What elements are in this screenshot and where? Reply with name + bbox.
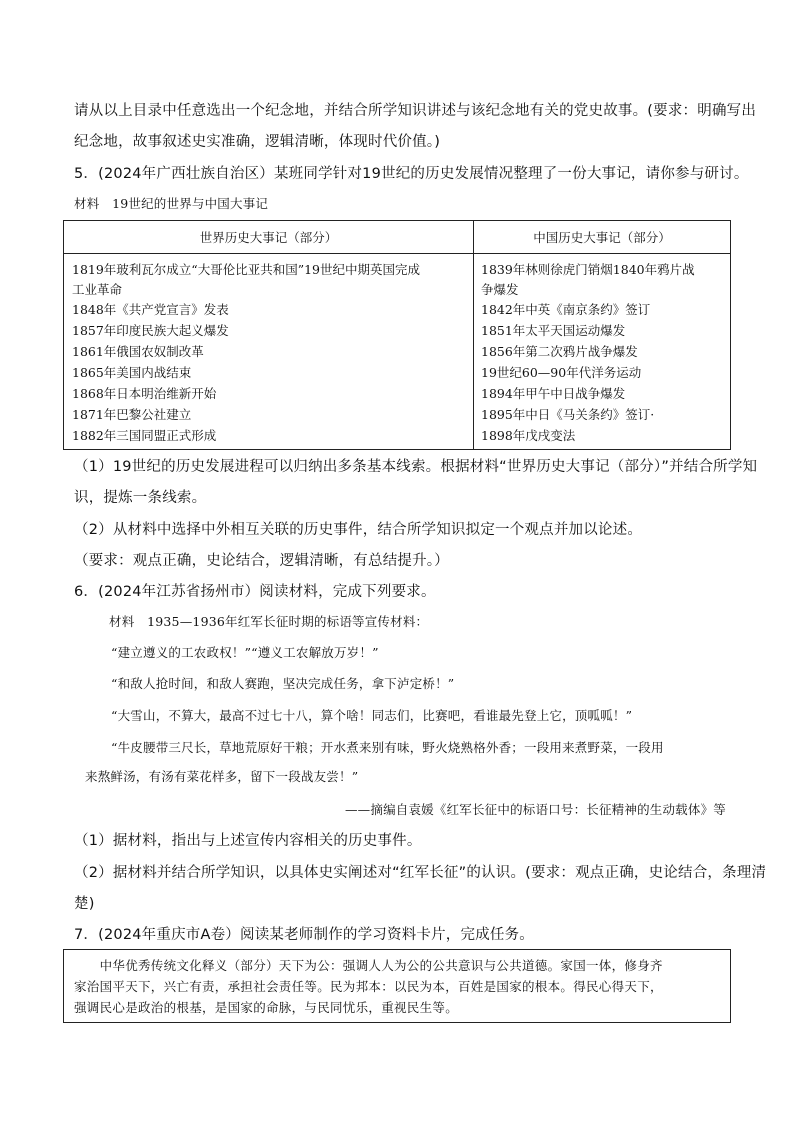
- china-event-line: 争爆发: [481, 282, 519, 297]
- q6-source: ——摘编自袁媛《红军长征中的标语口号：长征精神的生动载体》等: [344, 802, 726, 817]
- q6-subquestion-1: （1）据材料，指出与上述宣传内容相关的历史事件。: [74, 833, 422, 849]
- q6-slogan-4-line-2: 来熬鲜汤，有汤有菜花样多，留下一段战友尝！”: [85, 769, 359, 784]
- q6-title: 6．(2024年江苏省扬州市）阅读材料，完成下列要求。: [74, 584, 436, 600]
- china-event-line: 1839年林则徐虎门销烟1840年鸦片战: [481, 262, 695, 277]
- q6-material-label: 材料 1935—1936年红军长征时期的标语等宣传材料：: [109, 614, 429, 629]
- q5-requirement: （要求：观点正确，史论结合，逻辑清晰，有总结提升。）: [74, 553, 449, 569]
- table-header-rule: [64, 253, 730, 254]
- world-events-header: 世界历史大事记（部分）: [199, 230, 338, 245]
- table-column-divider: [473, 221, 474, 449]
- china-event-line: 1895年中日《马关条约》签订·: [481, 407, 655, 422]
- world-event-line: 1865年美国内战结束: [72, 365, 192, 380]
- q6-slogan-1: “建立遵义的工农政权！”“遵义工农解放万岁！”: [111, 645, 379, 660]
- world-event-line: 1819年玻利瓦尔成立“大哥伦比亚共和国”19世纪中期英国完成: [72, 262, 420, 277]
- china-event-line: 1842年中英《南京条约》签订: [481, 302, 651, 317]
- china-event-line: 19世纪60—90年代洋务运动: [481, 365, 642, 380]
- q5-subquestion-2: （2）从材料中选择中外相互关联的历史事件，结合所学知识拟定一个观点并加以论述。: [74, 522, 643, 538]
- world-event-line: 1857年印度民族大起义爆发: [72, 323, 229, 338]
- intro-line-1: 请从以上目录中任意选出一个纪念地，并结合所学知识讲述与该纪念地有关的党史故事。(要求：明确写出: [74, 103, 757, 119]
- china-event-line: 1856年第二次鸦片战争爆发: [481, 344, 638, 359]
- china-events-header: 中国历史大事记（部分）: [533, 230, 671, 245]
- q5-subquestion-1-line-2: 识，提炼一条线索。: [74, 490, 207, 506]
- q6-slogan-4-line-1: “牛皮腰带三尺长，草地荒原好干粮；开水煮来别有味，野火烧熟格外香；一段用来煮野菜，一段用: [111, 740, 664, 755]
- q6-subquestion-2-line-2: 楚): [74, 896, 95, 912]
- world-event-line: 工业革命: [72, 282, 123, 297]
- world-event-line: 1861年俄国农奴制改革: [72, 344, 204, 359]
- q5-title: 5．(2024年广西壮族自治区）某班同学针对19世纪的历史发展情况整理了一份大事记，请你参与研讨。: [74, 166, 749, 182]
- q6-slogan-3: “大雪山，不算大，最高不过七十八，算个啥！同志们，比赛吧，看谁最先登上它，顶呱呱！”: [111, 708, 633, 723]
- intro-line-2: 纪念地，故事叙述史实准确，逻辑清晰，体现时代价值。): [74, 134, 441, 150]
- china-event-line: 1851年太平天国运动爆发: [481, 323, 626, 338]
- china-event-line: 1894年甲午中日战争爆发: [481, 386, 626, 401]
- study-card-line-2: 家治国平天下，兴亡有责，承担社会责任等。民为邦本：以民为本，百姓是国家的根本。得民心得天下，: [74, 979, 663, 994]
- q6-slogan-2: “和敌人抢时间，和敌人赛跑，坚决完成任务，拿下泸定桥！”: [111, 676, 455, 691]
- study-card-line-1: 中华优秀传统文化释义（部分）天下为公：强调人人为公的公共意识与公共道德。家国一体，修身齐: [74, 958, 663, 973]
- events-table: [63, 220, 731, 450]
- q7-title: 7．(2024年重庆市A卷）阅读某老师制作的学习资料卡片，完成任务。: [74, 927, 535, 943]
- world-event-line: 1871年巴黎公社建立: [72, 407, 192, 422]
- world-event-line: 1882年三国同盟正式形成: [72, 428, 217, 443]
- q5-material-label: 材料 19世纪的世界与中国大事记: [74, 196, 269, 211]
- study-card-line-3: 强调民心是政治的根基，是国家的命脉，与民同忧乐，重视民生等。: [74, 1000, 459, 1015]
- world-event-line: 1868年日本明治维新开始: [72, 386, 217, 401]
- study-card: [63, 949, 731, 1023]
- q6-subquestion-2-line-1: （2）据材料并结合所学知识，以具体史实阐述对“红军长征”的认识。(要求：观点正确，史论结合，条理清: [74, 865, 767, 881]
- world-event-line: 1848年《共产党宣言》发表: [72, 302, 229, 317]
- q5-subquestion-1-line-1: （1）19世纪的历史发展进程可以归纳出多条基本线索。根据材料“世界历史大事记（部分）”并结合所学知: [74, 459, 758, 475]
- china-event-line: 1898年戊戌变法: [481, 428, 576, 443]
